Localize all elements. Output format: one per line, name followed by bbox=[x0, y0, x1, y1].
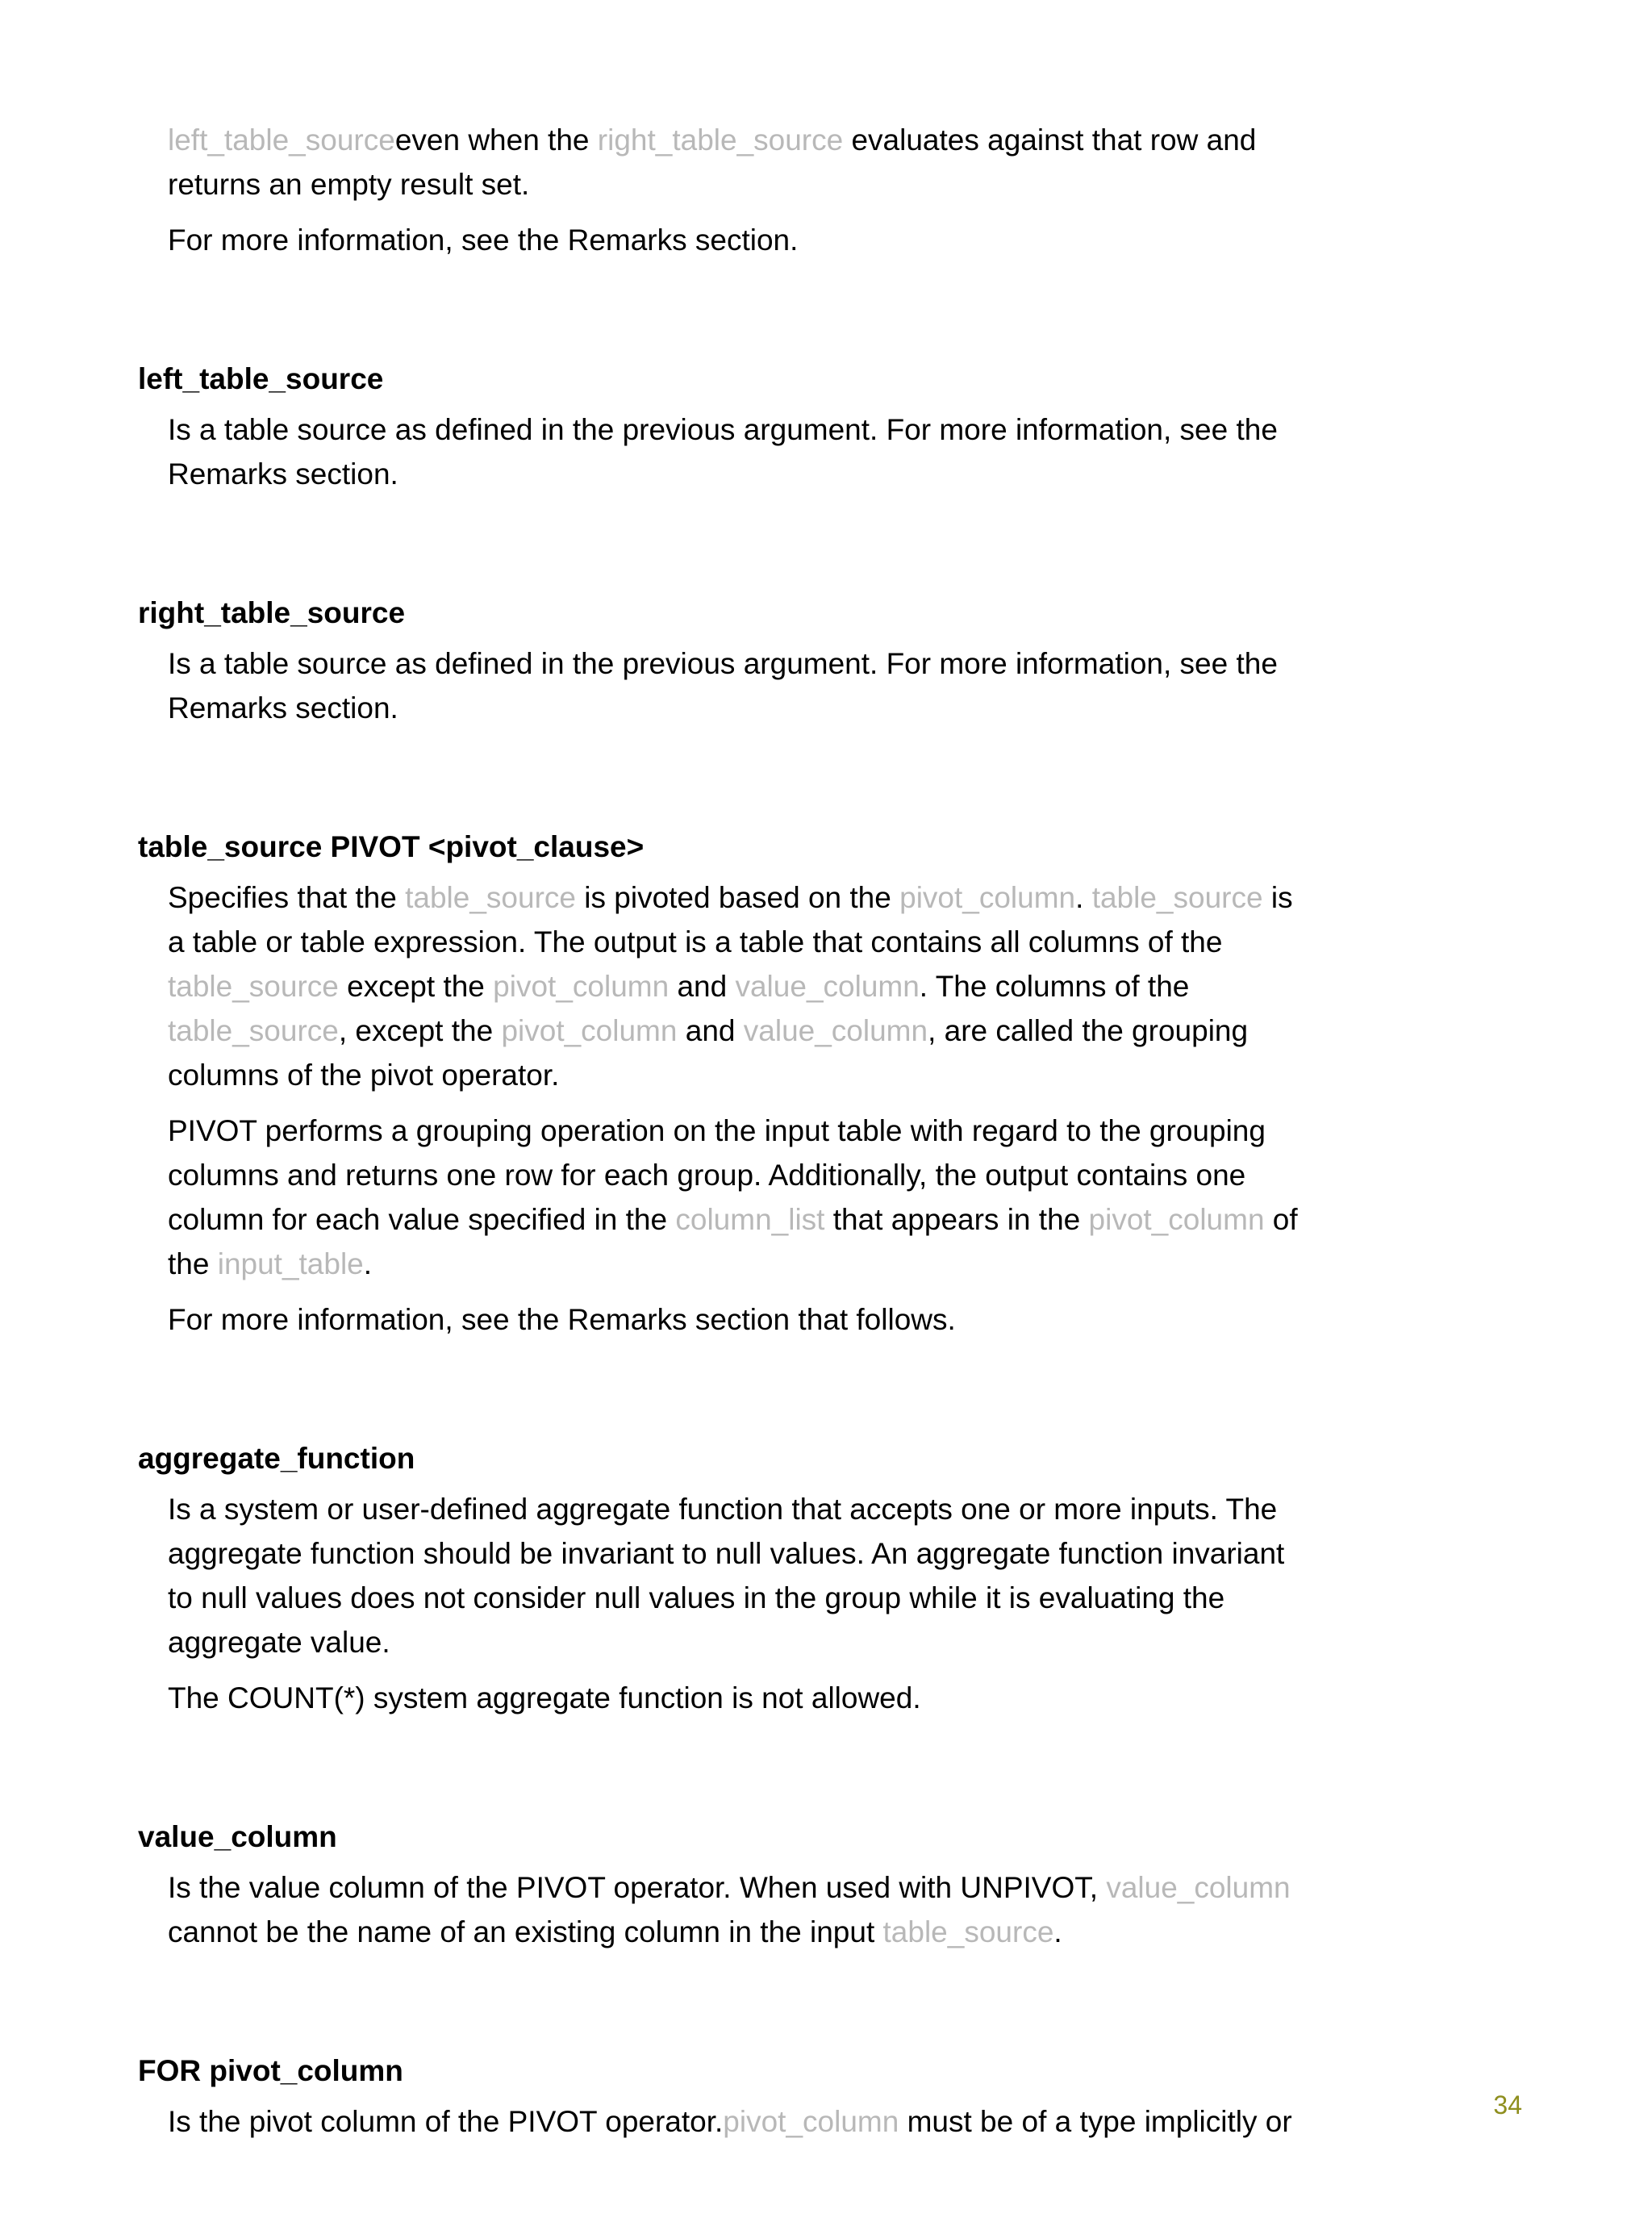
reference-table-source: table_source bbox=[168, 970, 339, 1003]
definition-left-table-source: Is a table source as defined in the previous argument. For more information, see the Remarks section. bbox=[168, 413, 1278, 491]
reference-right-table-source: right_table_source bbox=[597, 123, 844, 157]
text-span: except the bbox=[338, 970, 494, 1003]
term-aggregate-function: aggregate_function bbox=[138, 1442, 415, 1475]
text-span: evaluates against that row and returns an empty result set. bbox=[168, 123, 1257, 201]
definition-pivot-paragraph-1 bbox=[168, 875, 1316, 1097]
definition-aggregate-paragraph-2: The COUNT(*) system aggregate function is not allowed. bbox=[168, 1681, 921, 1714]
text-span: Is the pivot column of the PIVOT operator. bbox=[168, 2105, 724, 2138]
text-span: Is the value column of the PIVOT operator. When used with UNPIVOT, bbox=[168, 1871, 1107, 1904]
reference-left-table-source: left_table_source bbox=[168, 123, 395, 157]
text-span: . The columns of the bbox=[919, 970, 1190, 1003]
text-span: is a table or table expression. The output is a table that contains all columns of the bbox=[168, 881, 1293, 958]
text-span: cannot be the name of an existing column in the input bbox=[168, 1915, 883, 1948]
definition-aggregate-paragraph-1: Is a system or user-defined aggregate function that accepts one or more inputs. The aggregate function should be invariant to null values. An aggregate function invariant to null values does not consider null values in the group while it is evaluating the aggregate value. bbox=[168, 1493, 1285, 1659]
term-left-table-source: left_table_source bbox=[138, 362, 384, 395]
reference-pivot-column: pivot_column bbox=[1088, 1203, 1265, 1236]
reference-pivot-column: pivot_column bbox=[493, 970, 670, 1003]
text-span: Specifies that the bbox=[168, 881, 406, 914]
reference-column-list: column_list bbox=[675, 1203, 825, 1236]
term-value-column: value_column bbox=[138, 1820, 337, 1853]
definition-pivot-paragraph-3: For more information, see the Remarks section that follows. bbox=[168, 1303, 956, 1336]
page-content bbox=[138, 118, 1316, 2155]
intro-paragraph bbox=[168, 118, 1316, 207]
reference-pivot-column: pivot_column bbox=[899, 881, 1076, 914]
reference-value-column: value_column bbox=[1106, 1871, 1291, 1904]
text-span: . bbox=[363, 1247, 373, 1280]
text-span: , except the bbox=[338, 1014, 502, 1047]
definition-for-pivot-column bbox=[168, 2099, 1316, 2144]
reference-pivot-column: pivot_column bbox=[501, 1014, 678, 1047]
text-span: that appears in the bbox=[824, 1203, 1089, 1236]
reference-table-source: table_source bbox=[882, 1915, 1054, 1948]
definition-pivot-paragraph-2 bbox=[168, 1109, 1316, 1286]
definition-right-table-source: Is a table source as defined in the previous argument. For more information, see the Remarks section. bbox=[168, 647, 1278, 725]
text-span: and bbox=[669, 970, 736, 1003]
reference-table-source: table_source bbox=[405, 881, 576, 914]
text-span: , are called the grouping columns of the pivot operator. bbox=[168, 1014, 1249, 1092]
definition-value-column bbox=[168, 1865, 1316, 1954]
term-right-table-source: right_table_source bbox=[138, 596, 406, 629]
reference-value-column: value_column bbox=[743, 1014, 928, 1047]
text-span: . bbox=[1075, 881, 1092, 914]
term-for-pivot-column: FOR pivot_column bbox=[138, 2054, 403, 2087]
text-span: PIVOT performs a grouping operation on the input table with regard to the grouping columns and returns one row for each group. Additionally, the output contains one column for each value specified in the bbox=[168, 1114, 1266, 1236]
text-span: of the bbox=[168, 1203, 1298, 1280]
text-span: even when the bbox=[394, 123, 598, 157]
reference-table-source: table_source bbox=[1091, 881, 1263, 914]
reference-pivot-column: pivot_column bbox=[723, 2105, 899, 2138]
reference-value-column: value_column bbox=[735, 970, 920, 1003]
text-span: is pivoted based on the bbox=[576, 881, 900, 914]
reference-table-source: table_source bbox=[168, 1014, 339, 1047]
term-table-source-pivot: table_source PIVOT <pivot_clause> bbox=[138, 830, 645, 863]
reference-input-table: input_table bbox=[217, 1247, 364, 1280]
text-span: . bbox=[1053, 1915, 1062, 1948]
text-span: must be of a type implicitly or bbox=[899, 2105, 1292, 2138]
page-number: 34 bbox=[1493, 2090, 1522, 2120]
text-span: and bbox=[677, 1014, 744, 1047]
intro-remarks-paragraph: For more information, see the Remarks section. bbox=[168, 223, 799, 257]
